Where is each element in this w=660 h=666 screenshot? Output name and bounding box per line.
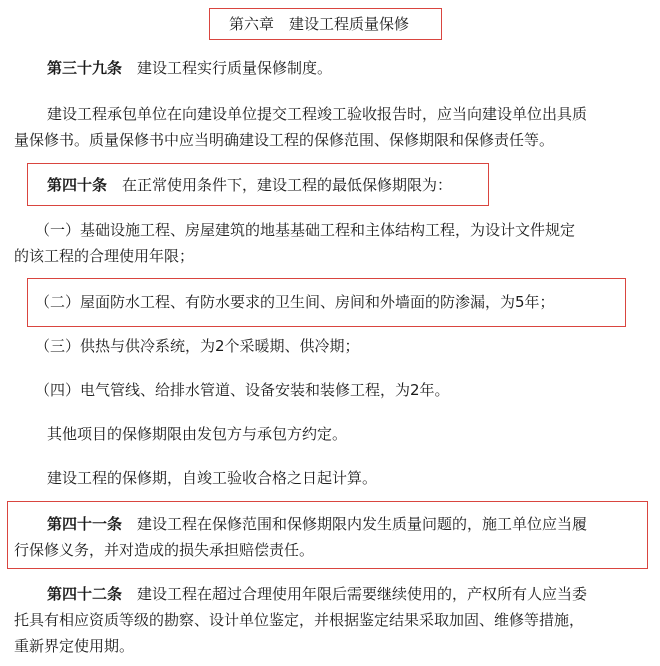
- article-41-label: 第四十一条: [47, 515, 123, 533]
- article-39-heading: [47, 58, 332, 78]
- item-3: （三）供热与供冷系统，为2个采暖期、供冷期；: [35, 337, 360, 355]
- chapter-title: 第六章 建设工程质量保修: [229, 15, 410, 33]
- article-40-label: 第四十条: [47, 176, 108, 194]
- article-41-text: 建设工程在保修范围和保修期限内发生质量问题的，施工单位应当履: [137, 515, 588, 533]
- article-40-heading: [47, 175, 452, 195]
- article-40-text: 在正常使用条件下，建设工程的最低保修期限为：: [122, 176, 453, 194]
- article-42-line2: 托具有相应资质等级的勘察、设计单位鉴定，并根据鉴定结果采取加固、维修等措施，: [14, 611, 585, 629]
- article-39-text: 建设工程实行质量保修制度。: [137, 59, 333, 77]
- item-1-line2: 的该工程的合理使用年限；: [14, 247, 195, 265]
- article-42-line1: [47, 584, 587, 604]
- item-1-line1: （一）基础设施工程、房屋建筑的地基基础工程和主体结构工程，为设计文件规定: [35, 221, 576, 239]
- item-2: （二）屋面防水工程、有防水要求的卫生间、房间和外墙面的防渗漏，为5年；: [35, 293, 555, 311]
- article-41-line1: [47, 514, 587, 534]
- warranty-start-text: 建设工程的保修期，自竣工验收合格之日起计算。: [47, 469, 378, 487]
- item-4: （四）电气管线、给排水管道、设备安装和装修工程，为2年。: [35, 381, 450, 399]
- article-41-line2: 行保修义务，并对造成的损失承担赔偿责任。: [14, 541, 315, 559]
- article-42-line3: 重新界定使用期。: [14, 637, 135, 655]
- article-39-para-line2: 量保修书。质量保修书中应当明确建设工程的保修范围、保修期限和保修责任等。: [14, 131, 555, 149]
- article-42-label: 第四十二条: [47, 585, 123, 603]
- other-items-text: 其他项目的保修期限由发包方与承包方约定。: [47, 425, 348, 443]
- article-39-para-line1: 建设工程承包单位在向建设单位提交工程竣工验收报告时，应当向建设单位出具质: [47, 105, 588, 123]
- article-39-label: 第三十九条: [47, 59, 123, 77]
- article-42-text: 建设工程在超过合理使用年限后需要继续使用的，产权所有人应当委: [137, 585, 588, 603]
